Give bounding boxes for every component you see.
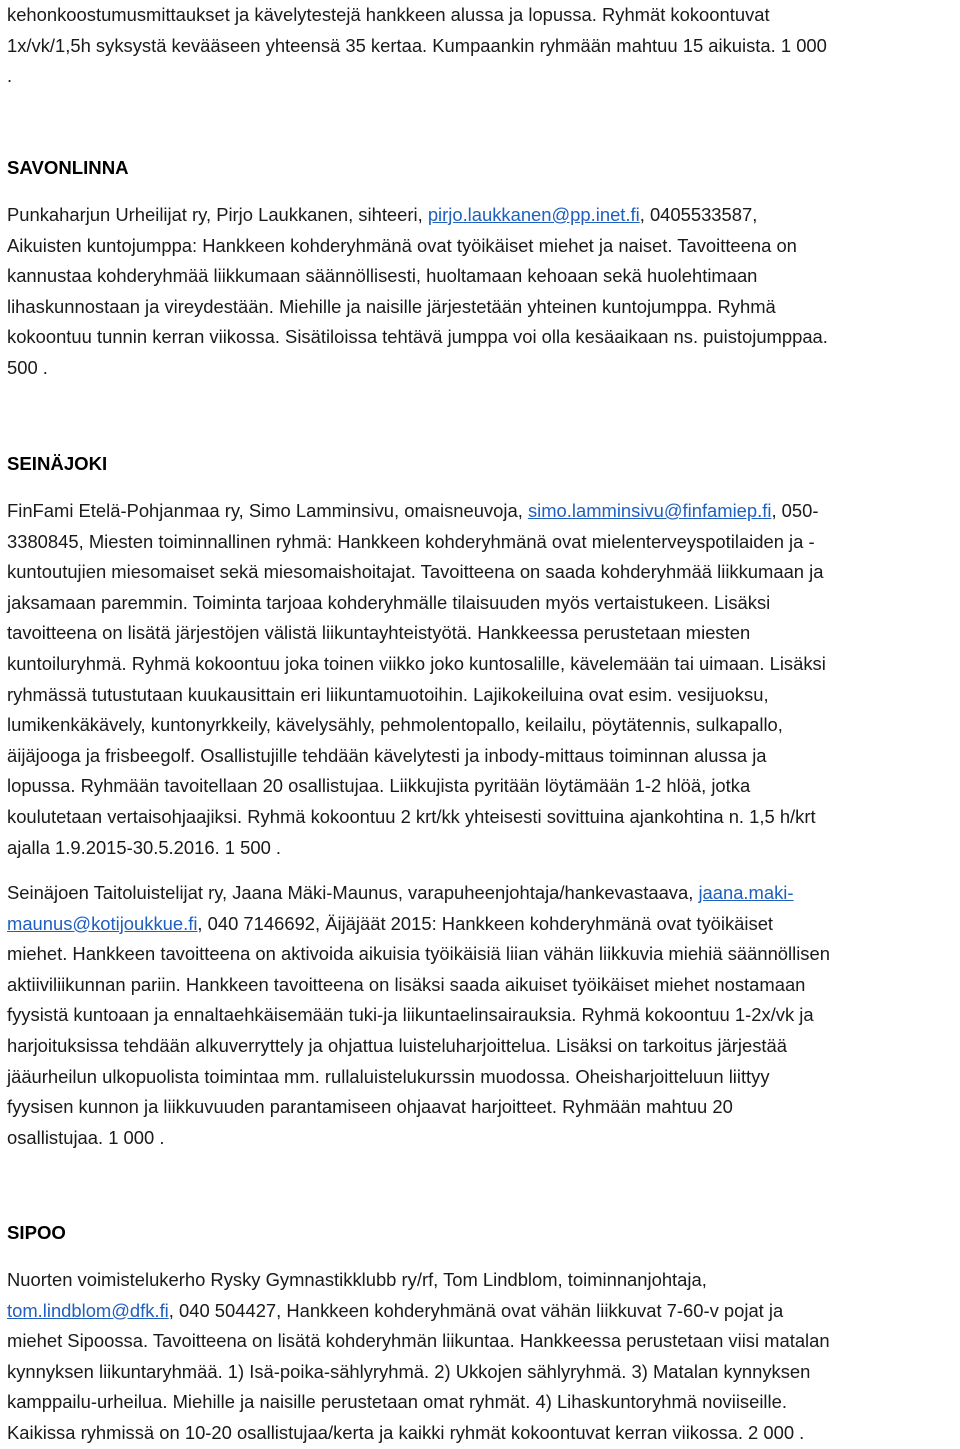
text-segment: FinFami Etelä-Pohjanmaa ry, Simo Lamminsivu, omaisneuvoja, <box>7 500 528 521</box>
text-line: 500 . <box>7 356 48 378</box>
text-segment: , 0405533587, <box>639 204 758 225</box>
email-link-pirjo-part2[interactable]: fi <box>630 204 640 225</box>
text-line: osallistujaa. 1 000 . <box>7 1126 165 1148</box>
text-line: kehonkoostumusmittaukset ja kävelytestejä hankkeen alussa ja lopussa. Ryhmät kokoontuvat <box>7 4 770 25</box>
text-line: Nuorten voimistelukerho Rysky Gymnastikklubb ry/rf, Tom Lindblom, toiminnanjohtaja, <box>7 1269 707 1290</box>
seinajoki-paragraph-taitoluistelijat <box>7 878 830 1153</box>
savonlinna-paragraph <box>7 200 828 384</box>
text-line: kannustaa kohderyhmää liikkumaan säännöllisesti, huoltamaan kehoaan sekä huolehtimaan <box>7 265 758 287</box>
text-line <box>7 878 830 909</box>
section-heading-seinajoki: SEINÄJOKI <box>7 453 108 474</box>
text-line: kynnyksen liikuntaryhmää. 1) Isä-poika-sählyryhmä. 2) Ukkojen sählyryhmä. 3) Matalan kynnyksen <box>7 1360 811 1382</box>
text-segment: Punkaharjun Urheilijat ry, Pirjo Laukkanen, sihteeri, <box>7 204 428 225</box>
seinajoki-paragraph-finfami <box>7 496 826 863</box>
text-line: Aikuisten kuntojumppa: Hankkeen kohderyhmänä ovat työikäiset miehet ja naiset. Tavoitteena on <box>7 234 797 256</box>
text-line: miehet. Hankkeen tavoitteena on aktivoida aikuisia työikäisiä liian vähän liikkuvia miehiä säännöllisen <box>7 943 830 965</box>
text-line: harjoituksissa tehdään alkuverryttely ja ohjattua luisteluharjoittelua. Lisäksi on tarkoitus järjestää <box>7 1034 787 1056</box>
text-line: ryhmässä tutustutaan kuukausittain eri liikuntamuotoihin. Lajikokeiluina ovat esim. vesijuoksu, <box>7 683 769 705</box>
text-line: jääurheilun ulkopuolista toimintaa mm. rullaluistelukurssin muodossa. Oheisharjoitteluun liittyy <box>7 1065 770 1087</box>
text-line: Kaikissa ryhmissä on 10-20 osallistujaa/kerta ja kaikki ryhmät kokoontuvat kerran viikossa. 2 000 . <box>7 1421 805 1443</box>
text-line <box>7 1296 830 1327</box>
text-line: jaksamaan paremmin. Toiminta tarjoaa kohderyhmälle tilaisuuden myös vertaistukeen. Lisäksi <box>7 591 771 613</box>
text-line: äijäjooga ja frisbeegolf. Osallistujille tehdään kävelytesti ja inbody-mittaus toiminnan alussa ja <box>7 744 767 766</box>
text-line: . <box>7 65 13 87</box>
intro-paragraph <box>7 0 827 92</box>
email-link-jaana-part2[interactable]: maunus@kotijoukkue.fi <box>7 912 198 934</box>
email-link-tom[interactable]: tom.lindblom@dfk.fi <box>7 1299 169 1321</box>
text-line: kamppailu-urheilua. Miehille ja naisille perustetaan omat ryhmät. 4) Lihaskuntoryhmä noviiseille. <box>7 1391 787 1413</box>
text-line: lihaskunnostaan ja vireydestään. Miehille ja naisille järjestetään yhteinen kuntojumppa. Ryhmä <box>7 295 776 317</box>
section-heading-sipoo: SIPOO <box>7 1222 66 1243</box>
section-heading-savonlinna: SAVONLINNA <box>7 157 129 178</box>
text-segment: , 040 7146692, Äijäjäät 2015: Hankkeen kohderyhmänä ovat työikäiset <box>197 912 774 934</box>
text-line: aktiiviliikunnan pariin. Hankkeen tavoitteena on lisäksi saada aikuiset työikäiset miehet nostamaan <box>7 973 806 995</box>
text-segment: , 050- <box>771 500 819 521</box>
text-line: kuntoiluryhmä. Ryhmä kokoontuu joka toinen viikko joko kuntosalille, kävelemään tai uimaan. Lisäksi <box>7 652 826 674</box>
text-line: koulutetaan vertaisohjaajiksi. Ryhmä kokoontuu 2 krt/kk yhteisesti sovittuina ajankohtina n. 1,5 h/krt <box>7 805 816 827</box>
email-link-simo[interactable]: simo.lamminsivu@finfamiep.fi <box>527 500 772 521</box>
text-line <box>7 909 830 940</box>
sipoo-paragraph <box>7 1265 830 1449</box>
email-link-jaana-part1[interactable]: jaana.maki- <box>698 882 794 903</box>
text-line <box>7 200 828 231</box>
email-link-pirjo-part1[interactable]: pirjo.laukkanen@pp.inet. <box>427 204 631 225</box>
text-line: 3380845, Miesten toiminnallinen ryhmä: Hankkeen kohderyhmänä ovat mielenterveyspotilaiden ja - <box>7 530 815 552</box>
text-line: fyysisen kunnon ja liikkuvuuden parantamiseen ohjaavat harjoitteet. Ryhmään mahtuu 20 <box>7 1096 733 1118</box>
text-line: 1x/vk/1,5h syksystä kevääseen yhteensä 35 kertaa. Kumpaankin ryhmään mahtuu 15 aikuista. 1 000 <box>7 34 827 56</box>
text-line: fyysistä kuntoaan ja ennaltaehkäisemään tuki-ja liikuntaelinsairauksia. Ryhmä kokoontuu 1-2x/vk ja <box>7 1004 814 1026</box>
text-line: tavoitteena on lisätä järjestöjen välistä liikuntayhteistyötä. Hankkeessa perustetaan miesten <box>7 622 751 644</box>
text-line: kokoontuu tunnin kerran viikossa. Sisätiloissa tehtävä jumppa voi olla kesäaikaan ns. puistojumppaa. <box>7 326 828 348</box>
text-line: lumikenkäkävely, kuntonyrkkeily, kävelysähly, pehmolentopallo, keilailu, pöytätennis, sulkapallo, <box>7 714 783 736</box>
text-line: ajalla 1.9.2015-30.5.2016. 1 500 . <box>7 836 282 858</box>
text-line <box>7 496 826 527</box>
text-line: miehet Sipoossa. Tavoitteena on lisätä kohderyhmän liikuntaa. Hankkeessa perustetaan viisi matalan <box>7 1330 830 1352</box>
text-segment: , 040 504427, Hankkeen kohderyhmänä ovat vähän liikkuvat 7-60-v pojat ja <box>168 1299 784 1321</box>
text-line: lopussa. Ryhmään tavoitellaan 20 osallistujaa. Liikkujista pyritään löytämään 1-2 hlöä, jotka <box>7 775 751 797</box>
text-line: kuntoutujien miesomaiset sekä miesomaishoitajat. Tavoitteena on saada kohderyhmää liikkumaan ja <box>7 561 824 583</box>
text-segment: Seinäjoen Taitoluistelijat ry, Jaana Mäki-Maunus, varapuheenjohtaja/hankevastaava, <box>7 882 699 903</box>
